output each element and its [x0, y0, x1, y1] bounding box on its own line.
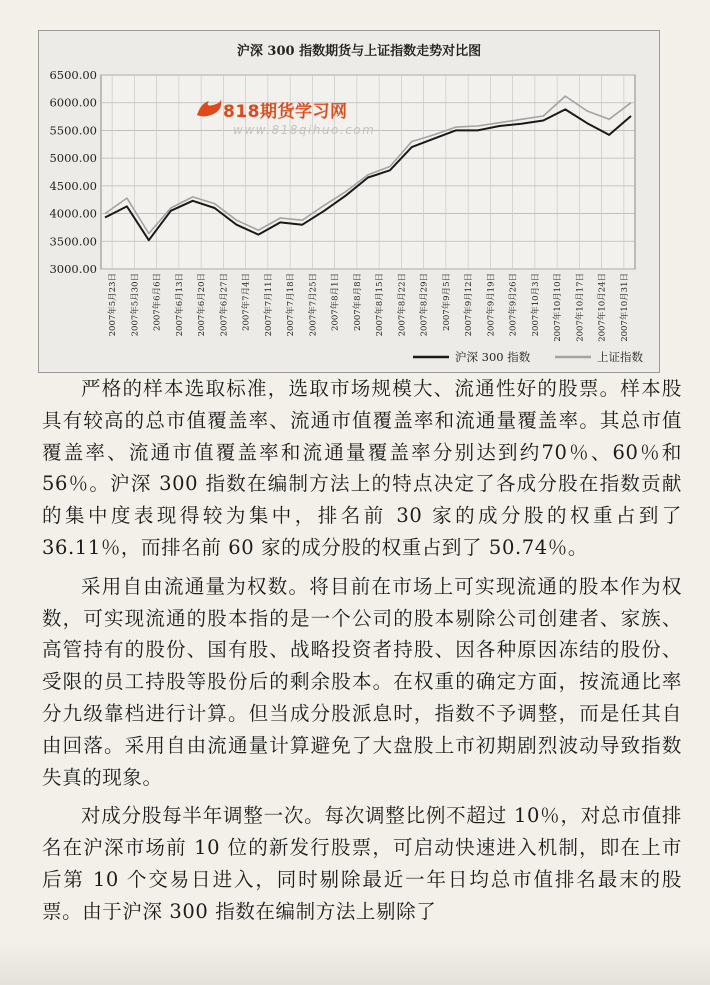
x-tick-label: 2007年9月19日 — [486, 273, 497, 337]
x-tick-label: 2007年6月27日 — [219, 273, 230, 337]
y-tick-label: 5000.00 — [49, 151, 97, 166]
x-tick-label: 2007年7月4日 — [241, 273, 252, 331]
x-tick-label: 2007年5月30日 — [130, 273, 141, 337]
x-tick-label: 2007年7月11日 — [263, 273, 274, 337]
x-tick-label: 2007年8月1日 — [330, 273, 341, 331]
x-tick-label: 2007年8月15日 — [375, 273, 386, 337]
legend-label: 沪深 300 指数 — [455, 350, 531, 364]
y-tick-label: 4000.00 — [49, 206, 97, 221]
x-tick-label: 2007年6月13日 — [174, 273, 185, 337]
x-tick-label: 2007年8月22日 — [397, 273, 408, 337]
x-tick-label: 2007年7月18日 — [286, 273, 297, 337]
watermark-brand: 818期货学习网 — [223, 102, 348, 122]
y-tick-label: 6000.00 — [49, 95, 97, 110]
paragraph-2: 采用自由流通量为权数。将目前在市场上可实现流通的股本作为权数，可实现流通的股本指的是一个公司的股本剔除公司创建者、家族、高管持有的股份、国有股、战略投资者持股、因各种原因冻结的股份、受限的员工持股等股份后的剩余股本。在权重的确定方面，按流通比率分九级靠档进行计算。但当成分股派息时，指数不予调整，而是任其自由回落。采用自由流通量计算避免了大盘股上市初期剧烈波动导致指数失真的现象。 — [42, 574, 682, 789]
x-tick-label: 2007年9月5日 — [441, 273, 452, 331]
y-tick-label: 3000.00 — [49, 262, 97, 276]
y-tick-label: 6500.00 — [49, 68, 97, 82]
x-tick-label: 2007年5月23日 — [108, 273, 119, 337]
x-tick-label: 2007年8月29日 — [419, 273, 430, 337]
x-tick-label: 2007年7月25日 — [308, 273, 319, 337]
x-tick-label: 2007年9月12日 — [464, 273, 475, 337]
y-tick-label: 4500.00 — [49, 178, 97, 193]
x-tick-label: 2007年6月6日 — [152, 273, 163, 331]
paragraph-3: 对成分股每半年调整一次。每次调整比例不超过 10％，对总市值排名在沪深市场前 10 位的新发行股票，可启动快速进入机制，即在上市后第 10 个交易日进入，同时剔除最近一年日均总市值排名最末的股票。由于沪深 300 指数在编制方法上剔除了 — [42, 804, 682, 923]
watermark — [189, 91, 419, 161]
x-tick-label: 2007年10月10日 — [553, 273, 564, 342]
x-tick-label: 2007年10月24日 — [597, 273, 608, 342]
watermark-url: www.818qihuo.com — [233, 123, 376, 137]
chart-title: 沪深 300 指数期货与上证指数走势对比图 — [236, 44, 482, 59]
chart-figure — [38, 30, 660, 373]
x-tick-label: 2007年6月20日 — [197, 273, 208, 337]
x-tick-label: 2007年10月17日 — [575, 273, 586, 342]
flame-logo-icon — [195, 97, 223, 119]
legend-label: 上证指数 — [597, 350, 643, 364]
body-text — [42, 373, 682, 935]
y-tick-label: 5500.00 — [49, 123, 97, 138]
y-tick-label: 3500.00 — [49, 234, 97, 249]
page-edge-shadow — [0, 941, 710, 985]
x-tick-label: 2007年10月3日 — [530, 273, 541, 337]
paragraph-1: 严格的样本选取标准，选取市场规模大、流通性好的股票。样本股具有较高的总市值覆盖率、流通市值覆盖率和流通量覆盖率。其总市值覆盖率、流通市值覆盖率和流通量覆盖率分别达到约70％、60％和56％。沪深 300 指数在编制方法上的特点决定了各成分股在指数贡献的集中度表现得较为集中，排名前 30 家的成分股的权重占到了 36.11％，而排名前 60 家的成分股的权重占到了 50.74％。 — [42, 377, 682, 559]
x-tick-label: 2007年8月8日 — [352, 273, 363, 331]
x-tick-label: 2007年9月26日 — [508, 273, 519, 337]
line-chart — [39, 31, 659, 372]
x-tick-label: 2007年10月31日 — [619, 273, 630, 342]
